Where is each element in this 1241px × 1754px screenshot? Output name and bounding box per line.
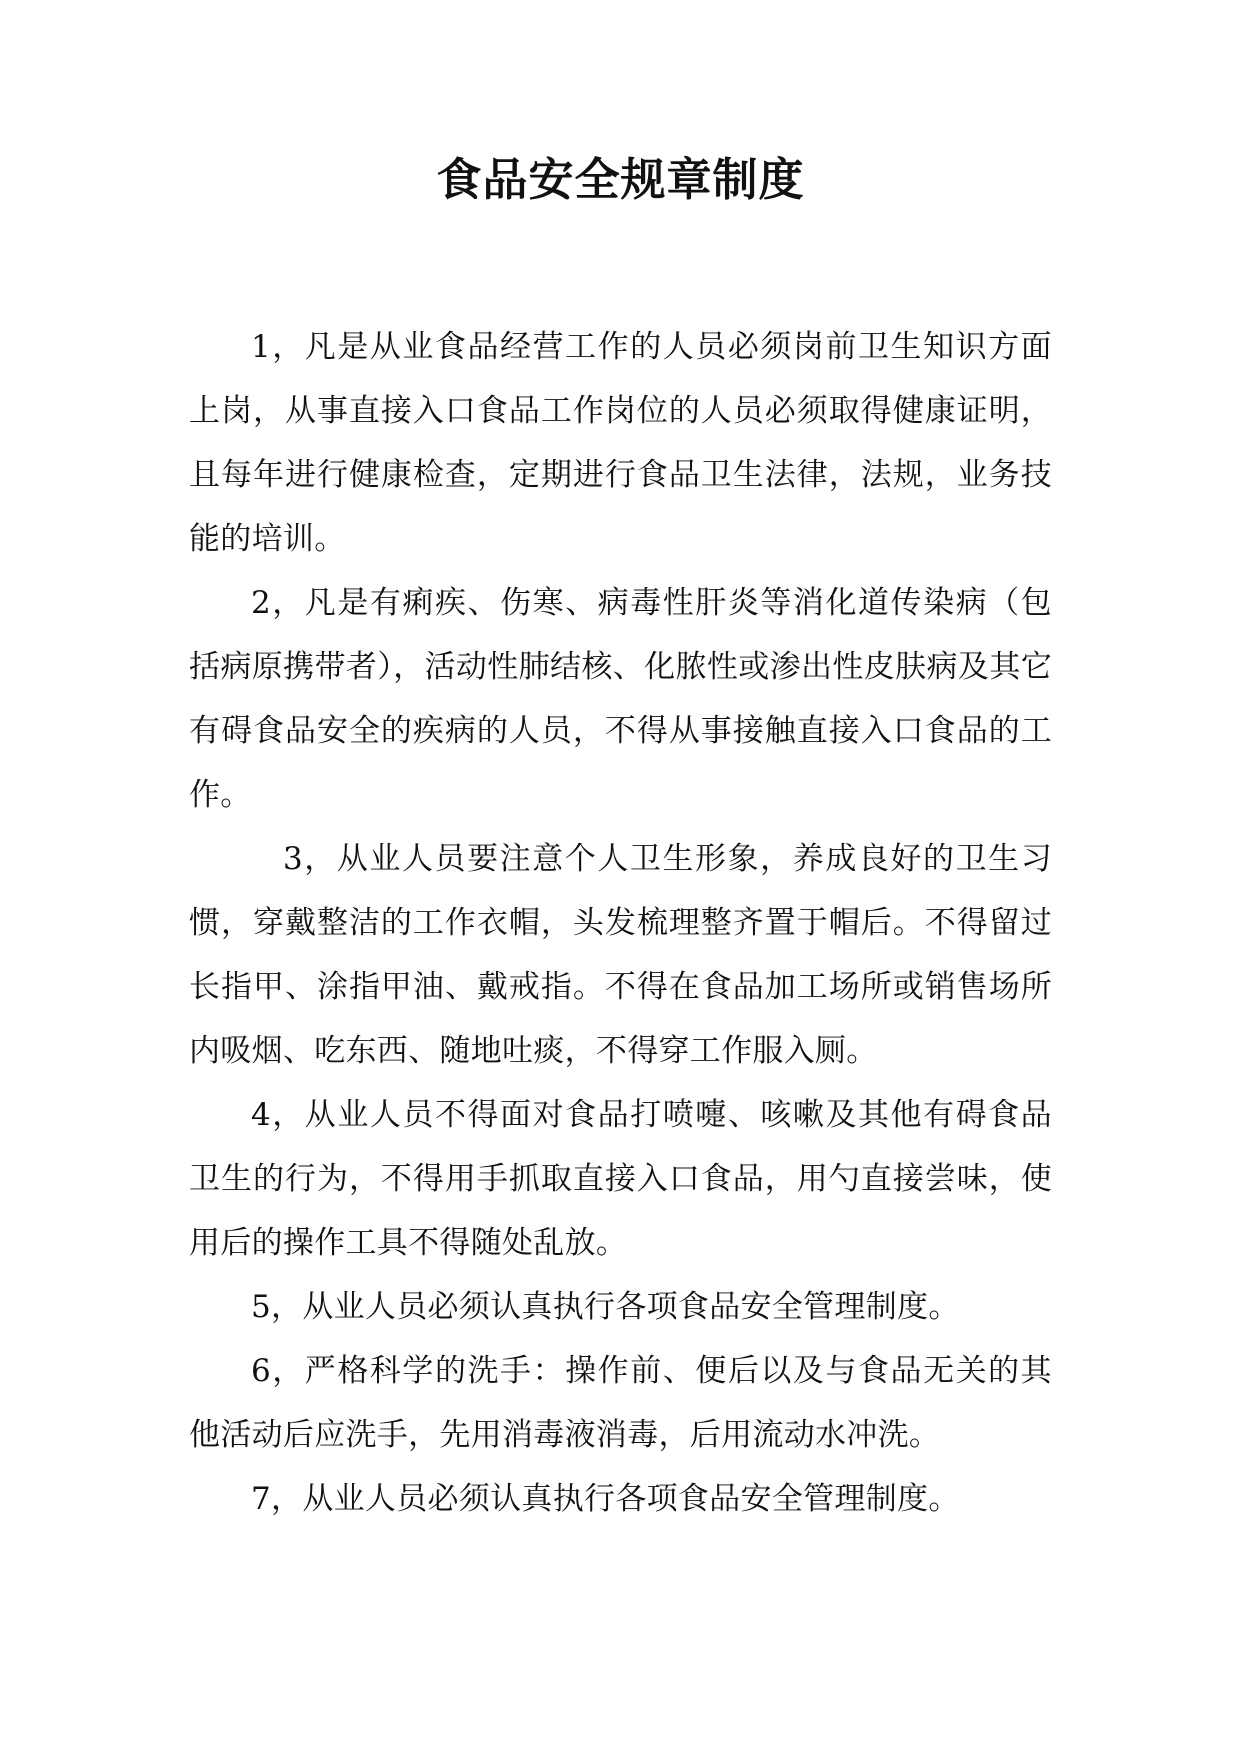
rule-paragraph-6: 6，严格科学的洗手：操作前、便后以及与食品无关的其他活动后应洗手，先用消毒液消毒，后用流动水冲洗。 <box>189 1353 1052 1453</box>
document-body <box>189 315 1052 1531</box>
rule-paragraph-3: 3，从业人员要注意个人卫生形象，养成良好的卫生习惯，穿戴整洁的工作衣帽，头发梳理整齐置于帽后。不得留过长指甲、涂指甲油、戴戒指。不得在食品加工场所或销售场所内吸烟、吃东西、随地吐痰，不得穿工作服入厕。 <box>189 841 1052 1069</box>
rule-paragraph-2: 2，凡是有痢疾、伤寒、病毒性肝炎等消化道传染病（包括病原携带者），活动性肺结核、化脓性或渗出性皮肤病及其它有碍食品安全的疾病的人员，不得从事接触直接入口食品的工作。 <box>189 585 1052 813</box>
rule-paragraph-7: 7，从业人员必须认真执行各项食品安全管理制度。 <box>251 1481 960 1517</box>
rule-paragraph-4: 4，从业人员不得面对食品打喷嚏、咳嗽及其他有碍食品卫生的行为，不得用手抓取直接入口食品，用勺直接尝味，使用后的操作工具不得随处乱放。 <box>189 1097 1052 1261</box>
rule-paragraph-1: 1，凡是从业食品经营工作的人员必须岗前卫生知识方面上岗，从事直接入口食品工作岗位的人员必须取得健康证明，且每年进行健康检查，定期进行食品卫生法律，法规，业务技能的培训。 <box>189 329 1052 557</box>
document-title: 食品安全规章制度 <box>436 153 805 206</box>
rule-paragraph-5: 5，从业人员必须认真执行各项食品安全管理制度。 <box>251 1289 960 1325</box>
